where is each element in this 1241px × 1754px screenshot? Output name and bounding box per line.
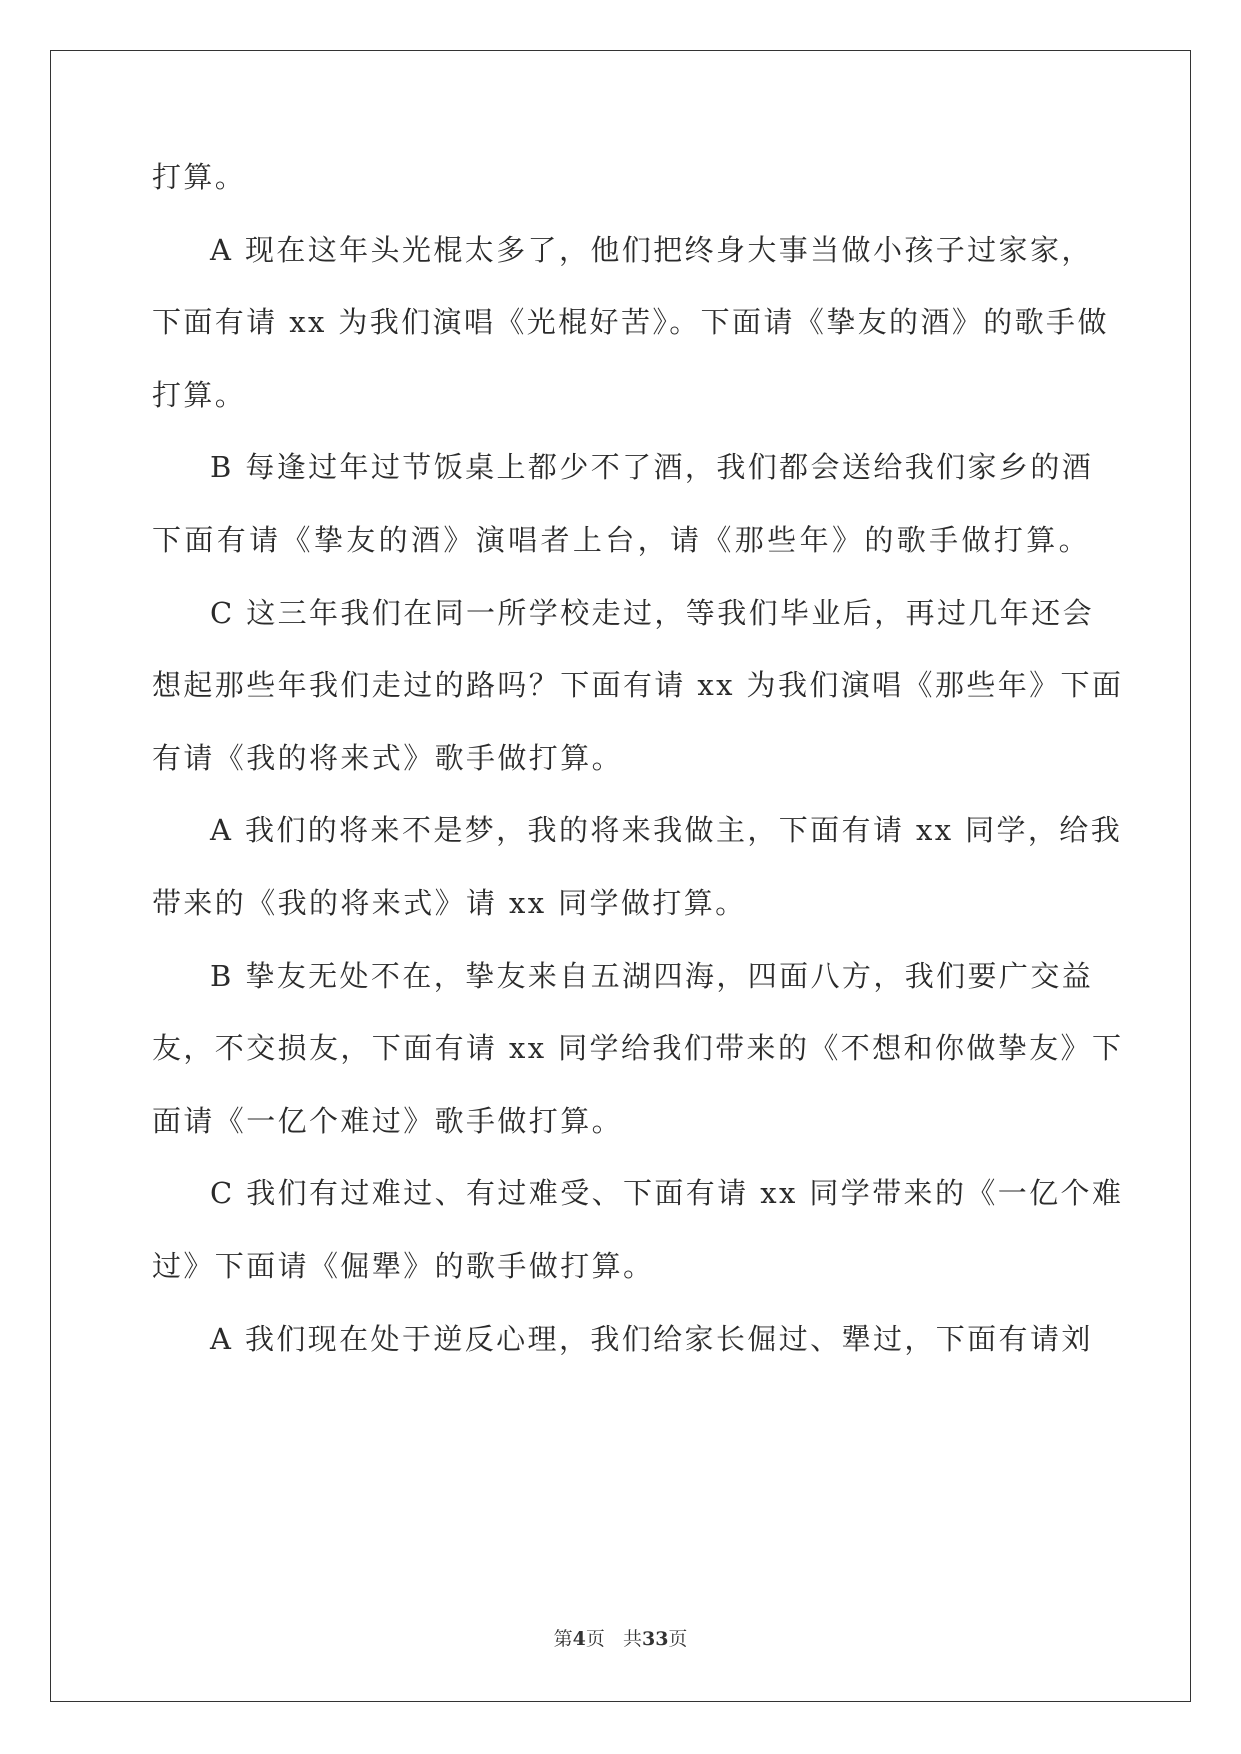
text-line: C 我们有过难过、有过难受、下面有请 xx 同学带来的《一亿个难 <box>210 1176 1124 1211</box>
page-border <box>50 50 1191 1702</box>
text-line: 下面有请《挚友的酒》演唱者上台，请《那些年》的歌手做打算。 <box>152 523 1090 557</box>
footer-total-suffix: 页 <box>668 1628 688 1650</box>
text-line: A 我们的将来不是梦，我的将来我做主，下面有请 xx 同学，给我 <box>210 813 1123 848</box>
text-line: A 我们现在处于逆反心理，我们给家长倔过、犟过，下面有请刘 <box>210 1321 1093 1356</box>
text-line: 友，不交损友，下面有请 xx 同学给我们带来的《不想和你做挚友》下 <box>152 1031 1124 1066</box>
footer-page-word: 页 <box>585 1628 605 1650</box>
text-line: 有请《我的将来式》歌手做打算。 <box>152 740 624 775</box>
footer-prefix: 第 <box>553 1628 573 1650</box>
page-footer <box>0 1627 1241 1651</box>
footer-total-prefix: 共 <box>622 1628 642 1650</box>
text-line: A 现在这年头光棍太多了，他们把终身大事当做小孩子过家家， <box>210 232 1093 267</box>
total-pages-number: 33 <box>641 1628 669 1650</box>
text-line: B 每逢过年过节饭桌上都少不了酒，我们都会送给我们家乡的酒 <box>210 450 1094 485</box>
current-page-number: 4 <box>572 1628 586 1650</box>
text-line: B 挚友无处不在，挚友来自五湖四海，四面八方，我们要广交益 <box>210 958 1094 993</box>
text-line: 打算。 <box>152 160 247 194</box>
text-line: C 这三年我们在同一所学校走过，等我们毕业后，再过几年还会 <box>210 595 1095 630</box>
text-line: 下面有请 xx 为我们演唱《光棍好苦》。下面请《挚友的酒》的歌手做 <box>152 305 1109 340</box>
text-line: 打算。 <box>152 377 247 412</box>
text-line: 想起那些年我们走过的路吗？下面有请 xx 为我们演唱《那些年》下面 <box>152 668 1124 703</box>
text-line: 带来的《我的将来式》请 xx 同学做打算。 <box>152 886 747 920</box>
text-line: 过》下面请《倔犟》的歌手做打算。 <box>152 1249 655 1283</box>
text-line: 面请《一亿个难过》歌手做打算。 <box>152 1103 624 1138</box>
